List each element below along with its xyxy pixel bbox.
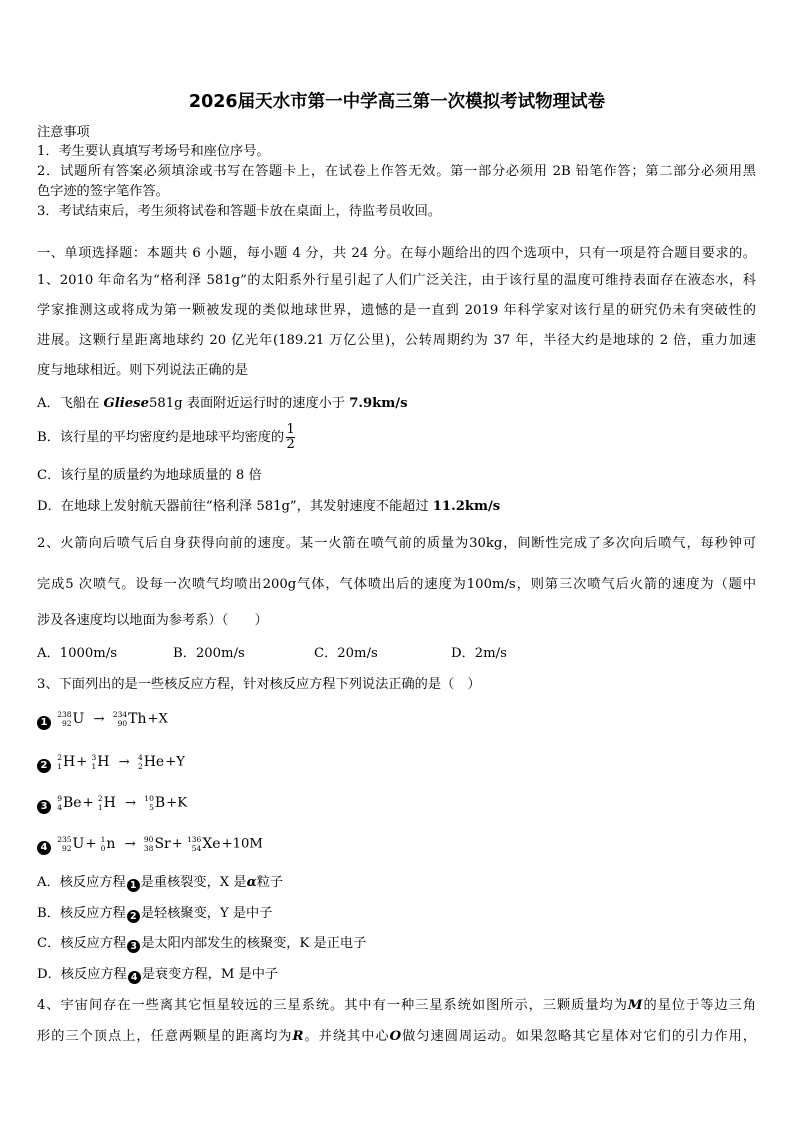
mass-number: 2 — [97, 794, 103, 803]
option-label: C． — [314, 646, 338, 661]
q1-option-d — [37, 498, 500, 516]
circled-number-3: 3 — [37, 800, 51, 814]
atomic-number: 54 — [191, 844, 202, 853]
equation-tail: +10M — [221, 836, 263, 852]
notice-item: 2．试题所有答案必须填涂或书写在答题卡上，在试卷上作答无效。第一部分必须用 2B 铅笔作答；第二部分必须用黑 — [37, 164, 756, 179]
reaction-arrow: → — [125, 795, 137, 811]
equation-tail: +K — [166, 795, 188, 811]
q4-text: 。并绕其中心 — [303, 1029, 390, 1044]
mass-number: 9 — [57, 794, 62, 803]
fraction — [286, 423, 295, 452]
q2-value: 30kg — [469, 536, 503, 551]
nuclear-equation-3 — [37, 790, 187, 816]
element-symbol: Be — [62, 795, 82, 811]
q1-stem-line: 度与地球相近。则下列说法正确的是 — [37, 363, 248, 378]
element-symbol: U — [72, 711, 85, 727]
mass-number: 4 — [137, 753, 143, 762]
nuclide — [57, 831, 84, 857]
q4-text: 做匀速圆周运动。如果忽略其它星体对它们的引力作用， — [401, 1029, 757, 1044]
q1-option-a — [37, 395, 408, 413]
equation-tail: +Y — [165, 754, 185, 770]
atomic-number: 1 — [91, 762, 97, 771]
q2-text: 完成5 次喷气。设每一次喷气均喷出 — [37, 577, 263, 592]
q2-option-c — [314, 645, 378, 663]
q3-option-c — [37, 935, 366, 953]
circled-number-4: 4 — [37, 841, 51, 855]
option-text: C．核反应方程 — [37, 936, 127, 951]
q4-stem-line — [37, 997, 756, 1015]
plus-sign: + — [85, 836, 97, 852]
mass-number: 2 — [57, 753, 62, 762]
q2-option-b — [173, 645, 245, 663]
option-text: 是衰变方程，M 是中子 — [141, 967, 279, 982]
q2-stem-line — [37, 576, 756, 594]
notice-item: 1．考生要认真填写考场号和座位序号。 — [37, 144, 270, 159]
nuclide — [101, 831, 116, 857]
plus-sign: + — [82, 795, 94, 811]
circled-number-2: 2 — [127, 910, 140, 923]
nuclide — [98, 790, 116, 816]
q2-text: ，间断性完成了多次向后喷气，每秒钟可 — [502, 536, 757, 551]
q1-option-a-text: A．飞船在 — [37, 396, 104, 411]
element-symbol: Sr — [154, 836, 171, 852]
element-symbol: Xe — [202, 836, 221, 852]
nuclide — [144, 831, 171, 857]
element-symbol: n — [106, 836, 116, 852]
element-symbol: Th — [128, 711, 147, 727]
equation-tail: +X — [147, 711, 168, 727]
option-text: 是太阳内部发生的核聚变，K 是正电子 — [141, 936, 367, 951]
atomic-number: 1 — [97, 803, 103, 812]
mass-number: 235 — [57, 835, 72, 844]
nuclear-equation-4 — [37, 831, 263, 857]
atomic-number: 90 — [117, 719, 128, 728]
option-label: A． — [37, 646, 60, 661]
q1-option-a-value: 7.9km/s — [349, 396, 408, 411]
element-symbol: H — [62, 754, 76, 770]
nuclear-equation-1 — [37, 706, 168, 732]
mass-number: 1 — [100, 835, 106, 844]
atomic-number: 5 — [149, 803, 154, 812]
q2-text: 气体，气体喷出后的速度为 — [296, 577, 467, 592]
option-text: 是轻核聚变，Y 是中子 — [140, 906, 273, 921]
element-symbol: He — [143, 754, 165, 770]
option-value: 20m/s — [337, 646, 378, 661]
option-label: B． — [173, 646, 196, 661]
notice-item: 3．考试结束后，考生须将试卷和答题卡放在桌面上，待监考员收回。 — [37, 204, 442, 219]
mass-number: 234 — [112, 710, 128, 719]
q1-option-d-value: 11.2km/s — [432, 499, 501, 514]
q2-stem-line: 涉及各速度均以地面为参考系）（ ） — [37, 613, 268, 628]
q1-option-a-text: 581g 表面附近运行时的速度小于 — [148, 396, 350, 411]
option-value: 1000m/s — [59, 646, 117, 661]
q4-variable: M — [627, 998, 643, 1013]
q4-variable: R — [292, 1029, 304, 1044]
mass-number: 238 — [57, 710, 72, 719]
q2-text: ，则第三次喷气后火箭的速度为（题中 — [515, 577, 757, 592]
q3-option-a — [37, 874, 283, 892]
fraction-denominator: 2 — [286, 437, 295, 452]
q1-stem-line: 1、2010 年命名为“格利泽 581g”的太阳系外行星引起了人们广泛关注，由于该行星的温度可维持表面存在液态水，科 — [37, 273, 756, 288]
mass-number: 10 — [144, 794, 154, 803]
option-text: 是重核裂变，X 是 — [140, 875, 247, 890]
reaction-arrow: → — [118, 754, 130, 770]
notice-heading: 注意事项 — [37, 125, 90, 140]
q1-option-a-italic: Gliese — [103, 396, 149, 411]
nuclide — [144, 790, 165, 816]
q1-stem-line: 进展。这颗行星距离地球约 20 亿光年(189.21 万亿公里)，公转周期约为 37 年，半径大约是地球的 2 倍，重力加速 — [37, 333, 756, 348]
atomic-number: 38 — [143, 844, 154, 853]
q1-stem-line: 学家推测这或将成为第一颗被发现的类似地球世界，遗憾的是一直到 2019 年科学家对该行星的研究仍未有突破性的 — [37, 303, 756, 318]
atomic-number: 2 — [137, 762, 143, 771]
q2-text: 2、火箭向后喷气后自身获得向前的速度。某一火箭在喷气前的质量为 — [37, 536, 470, 551]
atomic-number: 92 — [61, 844, 72, 853]
option-text: B．核反应方程 — [37, 906, 126, 921]
mass-number: 136 — [187, 835, 202, 844]
q1-option-c: C．该行星的质量约为地球质量的 8 倍 — [37, 468, 262, 483]
circled-number-3: 3 — [127, 940, 140, 953]
q3-option-d — [37, 966, 278, 984]
nuclear-equation-2 — [37, 749, 185, 775]
q2-option-a — [37, 645, 117, 663]
option-value: 200m/s — [195, 646, 245, 661]
circled-number-1: 1 — [37, 716, 51, 730]
mass-number: 3 — [91, 753, 97, 762]
page-title: 2026届天水市第一中学高三第一次模拟考试物理试卷 — [188, 92, 606, 112]
option-text: 粒子 — [256, 875, 284, 890]
option-text: A．核反应方程 — [37, 875, 126, 890]
reaction-arrow: → — [93, 711, 105, 727]
circled-number-1: 1 — [127, 879, 140, 892]
q3-option-b — [37, 905, 272, 923]
atomic-number: 92 — [61, 719, 72, 728]
section-heading: 一、单项选择题：本题共 6 小题，每小题 4 分，共 24 分。在每小题给出的四个选项中，只有一项是符合题目要求的。 — [37, 246, 756, 261]
atomic-number: 4 — [57, 803, 62, 812]
q1-option-d-text: D．在地球上发射航天器前往“格利泽 581g”，其发射速度不能超过 — [37, 499, 433, 514]
q3-stem: 3、下面列出的是一些核反应方程，针对核反应方程下列说法正确的是（ ） — [37, 677, 481, 692]
q4-stem-line — [37, 1028, 756, 1046]
q2-value: 200g — [262, 577, 297, 592]
circled-number-2: 2 — [37, 759, 51, 773]
q4-variable: O — [389, 1029, 402, 1044]
atomic-number: 0 — [100, 844, 106, 853]
nuclide — [57, 749, 75, 775]
plus-sign: + — [76, 754, 88, 770]
nuclide — [187, 831, 221, 857]
q1-option-b-text: B．该行星的平均密度约是地球平均密度的 — [37, 430, 285, 445]
plus-sign: + — [171, 836, 183, 852]
q2-stem-line — [37, 535, 756, 553]
q2-value: 100m/s — [466, 577, 516, 592]
notice-item: 色字迹的签字笔作答。 — [37, 184, 169, 199]
nuclide — [138, 749, 164, 775]
q4-text: 的星位于等边三角 — [642, 998, 757, 1013]
q1-option-b — [37, 421, 295, 455]
element-symbol: H — [97, 754, 110, 770]
element-symbol: H — [103, 795, 116, 811]
nuclide — [91, 749, 109, 775]
reaction-arrow: → — [124, 836, 136, 852]
nuclide — [57, 706, 84, 732]
mass-number: 90 — [143, 835, 154, 844]
q2-option-d — [451, 645, 507, 663]
q4-text: 4、宇宙间存在一些离其它恒星较远的三星系统。其中有一种三星系统如图所示，三颗质量均为 — [37, 998, 628, 1013]
q4-text: 形的三个顶点上，任意两颗星的距离均为 — [37, 1029, 293, 1044]
element-symbol: B — [154, 795, 166, 811]
atomic-number: 1 — [57, 762, 62, 771]
option-value: 2m/s — [474, 646, 507, 661]
nuclide — [113, 706, 147, 732]
option-text: D．核反应方程 — [37, 967, 127, 982]
circled-number-4: 4 — [128, 971, 141, 984]
element-symbol: U — [72, 836, 85, 852]
alpha-symbol: α — [246, 875, 257, 890]
nuclide — [57, 790, 81, 816]
option-label: D． — [451, 646, 475, 661]
fraction-numerator: 1 — [286, 422, 295, 437]
